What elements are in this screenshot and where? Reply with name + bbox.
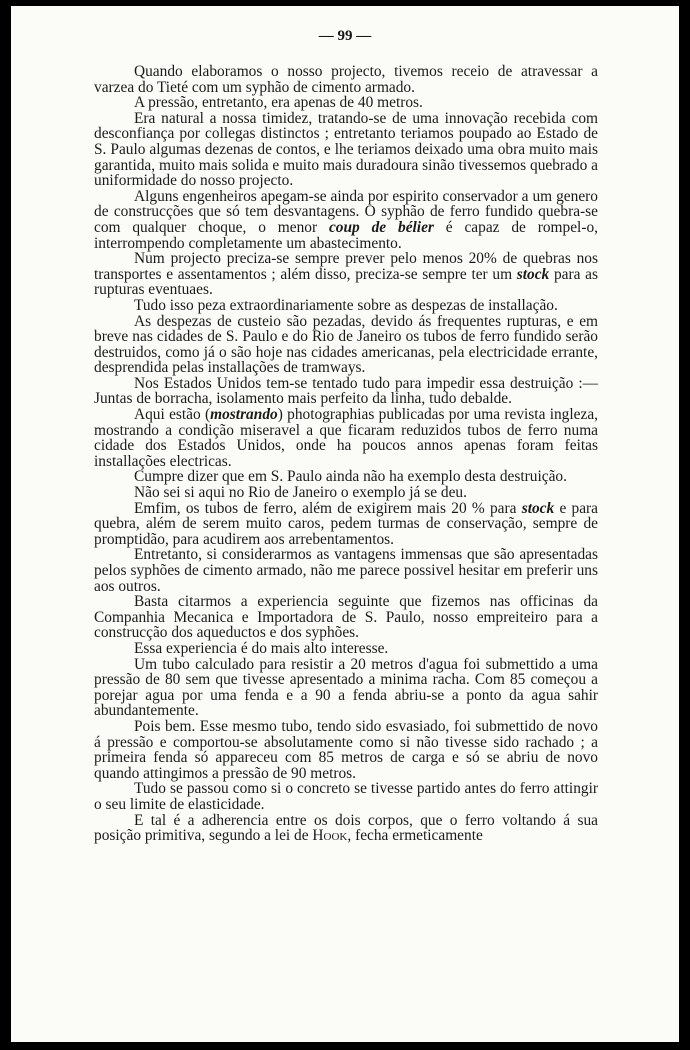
paragraph-16: Um tubo calculado para resistir a 20 metros d'agua foi submettido a uma pressão de 80 sem que tivesse apresentado a minima racha. Com 85 começou a porejar agua por uma fenda e a 90 a fenda abriu-se a ponto da agua sahir abundantemente.: [94, 655, 598, 720]
name-hook: Hook: [312, 827, 348, 845]
emphasis-mostrando: mostrando: [210, 406, 278, 424]
paragraph-3: Era natural a nossa timidez, tratando-se de uma innovação recebida com desconfiança por collegas distinctos ; entretanto teriamos poupado ao Estado de S. Paulo algumas dezenas de contos, e lhe teriamos deixado uma obra muito mais garantida, muito mais solida e muito mais duradoura sinão tivessemos quebrado a uniformidade do nosso projecto.: [94, 109, 598, 190]
document-page: [11, 6, 679, 1042]
paragraph-15: Essa experiencia é do mais alto interesse.: [134, 639, 389, 657]
paragraph-4: Alguns engenheiros apegam-se ainda por espirito conservador a um genero de construcções que só tem desvantagens. O syphão de ferro fundido quebra-se com qualquer choque, o menor coup de bélier é capaz de rompel-o, interrompendo completamente um abastecimento.: [94, 187, 598, 252]
paragraph-19: E tal é a adherencia entre os dois corpos, que o ferro voltando á sua posição primitiva, segundo a lei de Hook, fecha ermeticamente: [94, 811, 598, 845]
paragraph-8: Nos Estados Unidos tem-se tentado tudo para impedir essa destruição :— Juntas de borracha, isolamento mais perfeito da linha, tudo debalde.: [94, 374, 598, 408]
paragraph-2: A pressão, entretanto, era apenas de 40 metros.: [134, 94, 423, 112]
emphasis-stock: stock: [516, 265, 550, 283]
emphasis-stock: stock: [521, 499, 555, 517]
paragraph-1: Quando elaboramos o nosso projecto, tivemos receio de atravessar a varzea do Tieté com um syphão de cimento armado.: [94, 63, 598, 96]
paragraph-10: Cumpre dizer que em S. Paulo ainda não ha exemplo desta destruição.: [134, 468, 567, 486]
paragraph-18: Tudo se passou como si o concreto se tivesse partido antes do ferro attingir o seu limite de elasticidade.: [94, 780, 598, 813]
page-number: — 99 —: [318, 28, 372, 44]
paragraph-9: Aqui estão (mostrando) photographias publicadas por uma revista ingleza, mostrando a condição miseravel a que ficaram reduzidos tubos de ferro numa cidade dos Estados Unidos, onde ha poucos annos apenas foram feitas installações electricas.: [94, 406, 598, 470]
emphasis-coup-de-belier: coup de bélier: [328, 218, 434, 236]
body-text: [94, 64, 598, 844]
paragraph-7: As despezas de custeio são pezadas, devido ás frequentes rupturas, e em breve nas cidades de S. Paulo e do Rio de Janeiro os tubos de ferro fundido serão destruidos, como já o são hoje nas cidades americanas, pela electricidade errante, desprendida pelas installações de tramways.: [94, 312, 598, 377]
paragraph-6: Tudo isso peza extraordinariamente sobre as despezas de installação.: [134, 296, 558, 314]
paragraph-11: Não sei si aqui no Rio de Janeiro o exemplo já se deu.: [134, 484, 467, 502]
paragraph-12: Emfim, os tubos de ferro, além de exigirem mais 20 % para stock e para quebra, além de serem muito caros, pedem turmas de conservação, sempre de promptidão, para acudirem aos arrebentamentos.: [94, 499, 598, 548]
paragraph-17: Pois bem. Esse mesmo tubo, tendo sido esvasiado, foi submettido de novo á pressão e comportou-se absolutamente como si não tivesse sido rachado ; a primeira fenda só appareceu com 85 metros de carga e só se abriu de novo quando attingimos a pressão de 90 metros.: [94, 717, 598, 782]
paragraph-13: Entretanto, si considerarmos as vantagens immensas que são apresentadas pelos syphões de cimento armado, não me parece possivel hesitar em preferir uns aos outros.: [94, 546, 598, 595]
paragraph-14: Basta citarmos a experiencia seguinte que fizemos nas officinas da Companhia Mecanica e Importadora de S. Paulo, nosso empreiteiro para a construcção dos aqueductos e dos syphões.: [94, 593, 598, 642]
paragraph-5: Num projecto preciza-se sempre prever pelo menos 20% de quebras nos transportes e assentamentos ; além disso, preciza-se sempre ter um stock para as rupturas eventuaes.: [94, 250, 598, 299]
